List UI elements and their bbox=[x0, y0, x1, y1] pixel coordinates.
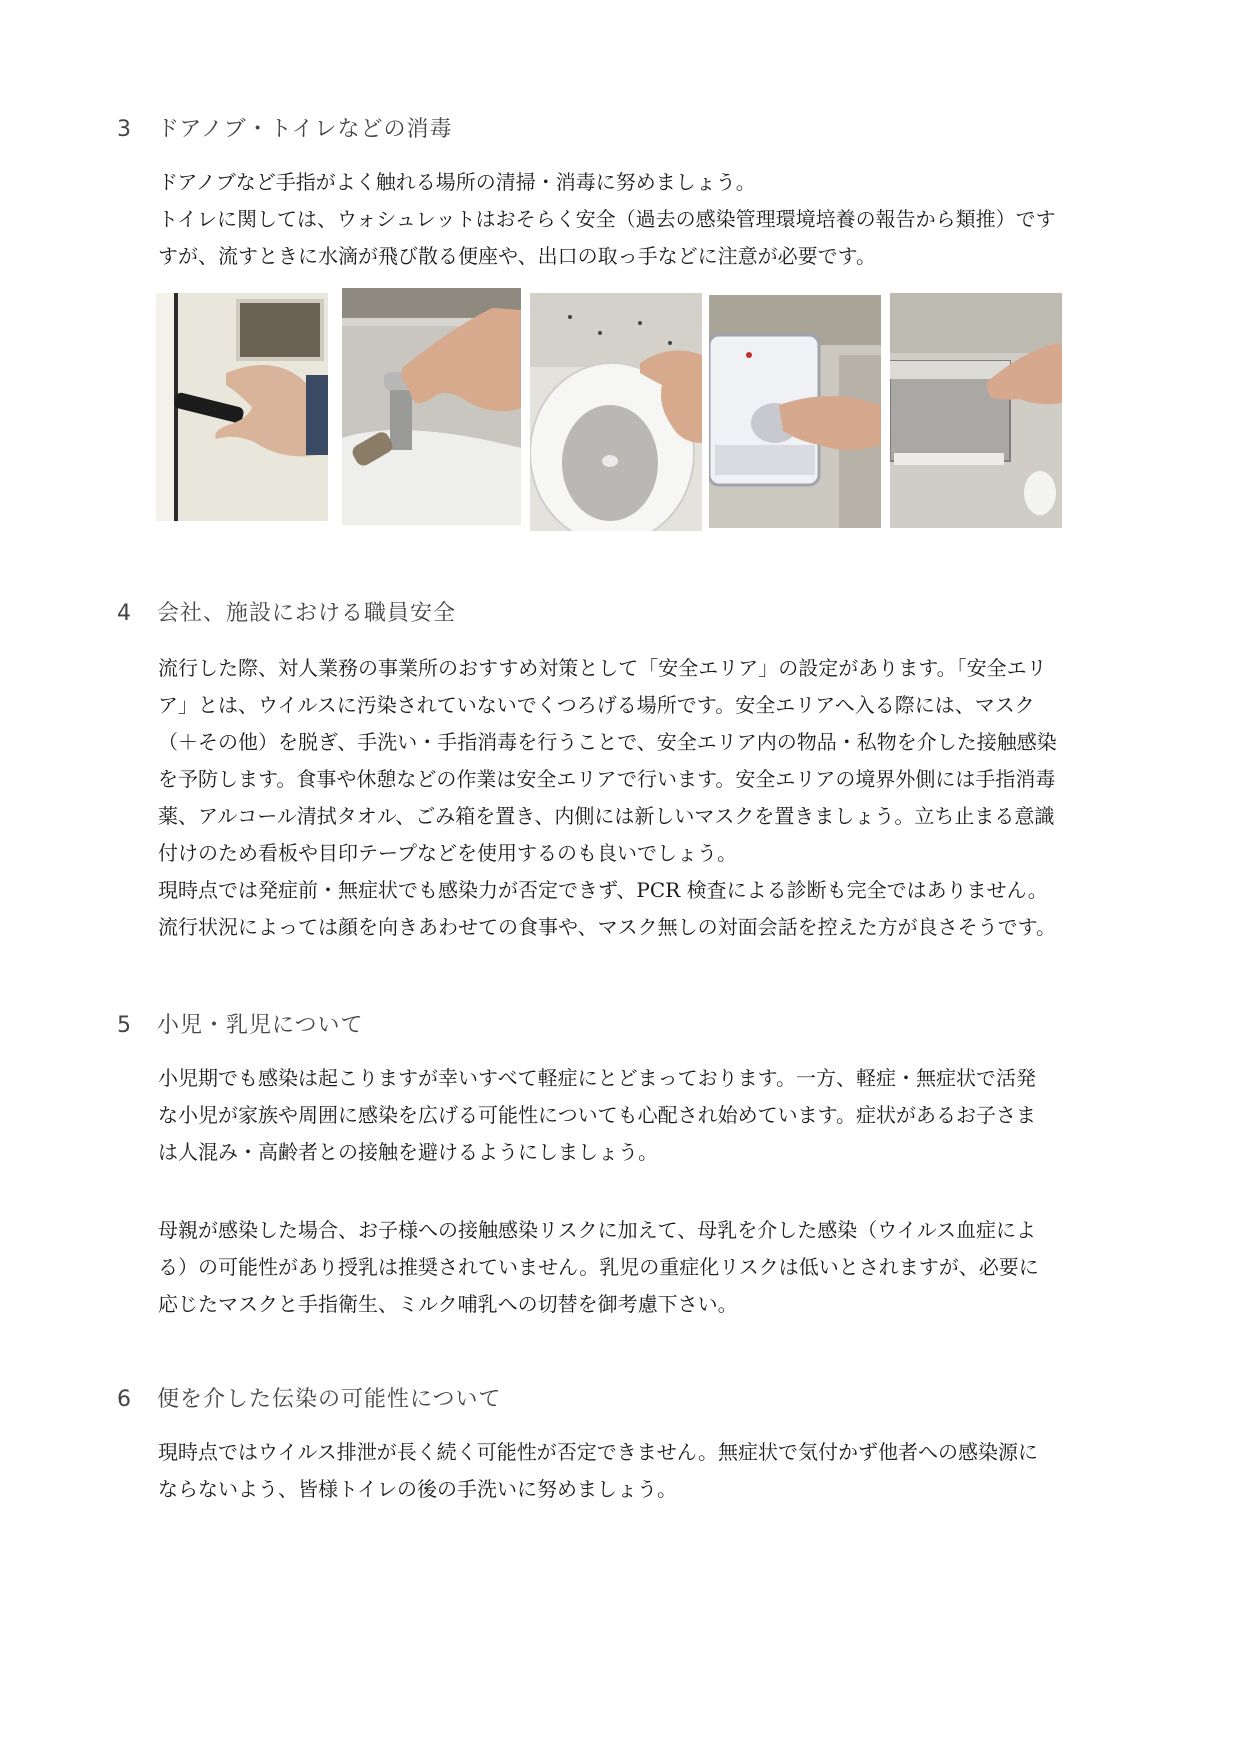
section-number: 3 bbox=[117, 117, 132, 142]
paragraph-line: ドアノブなど手指がよく触れる場所の清掃・消毒に努めましょう。 bbox=[158, 170, 756, 194]
paragraph-line: 母親が感染した場合、お子様への接触感染リスクに加えて、母乳を介した感染（ウイルス血症によ bbox=[158, 1218, 1036, 1242]
section-5-body-2 bbox=[158, 1212, 1128, 1323]
paragraph-line: を予防します。食事や休憩などの作業は安全エリアで行います。安全エリアの境界外側には手指消毒 bbox=[158, 767, 1056, 791]
paragraph-line: な小児が家族や周囲に感染を広げる可能性についても心配され始めています。症状があるお子さま bbox=[158, 1103, 1036, 1127]
section-6-heading bbox=[117, 1382, 502, 1413]
section-4-heading bbox=[117, 596, 456, 627]
paragraph-line: すが、流すときに水滴が飛び散る便座や、出口の取っ手などに注意が必要です。 bbox=[158, 244, 876, 268]
paragraph-line: 付けのため看板や目印テープなどを使用するのも良いでしょう。 bbox=[158, 841, 737, 865]
paragraph-line: トイレに関しては、ウォシュレットはおそらく安全（過去の感染管理環境培養の報告から類推）です bbox=[158, 207, 1056, 231]
faucet-photo bbox=[342, 288, 521, 525]
disinfection-photos bbox=[156, 293, 1076, 533]
paragraph-line: 流行した際、対人業務の事業所のおすすめ対策として「安全エリア」の設定があります。「安全エリ bbox=[158, 656, 1047, 680]
paragraph-line: （＋その他）を脱ぎ、手洗い・手指消毒を行うことで、安全エリア内の物品・私物を介した接触感染 bbox=[158, 730, 1057, 754]
washlet-button-photo bbox=[709, 295, 881, 528]
section-5-body bbox=[158, 1060, 1128, 1171]
section-6-body bbox=[158, 1434, 1128, 1508]
section-title: 便を介した伝染の可能性について bbox=[157, 1387, 502, 1412]
section-4-body bbox=[158, 650, 1128, 946]
door-handle-photo bbox=[156, 293, 328, 521]
paragraph-line: ならないよう、皆様トイレの後の手洗いに努めましょう。 bbox=[158, 1477, 677, 1501]
section-3-heading bbox=[117, 112, 452, 143]
toilet-seat-photo bbox=[530, 293, 702, 531]
paragraph-line: ア」とは、ウイルスに汚染されていないでくつろげる場所です。安全エリアへ入る際には、マスク bbox=[158, 693, 1035, 717]
paragraph-line: 現時点ではウイルス排泄が長く続く可能性が否定できません。無症状で気付かず他者への感染源に bbox=[158, 1440, 1038, 1464]
paragraph-line: 薬、アルコール清拭タオル、ごみ箱を置き、内側には新しいマスクを置きましょう。立ち止まる意識 bbox=[158, 804, 1055, 828]
section-number: 6 bbox=[117, 1387, 132, 1412]
paragraph-line: は人混み・高齢者との接触を避けるようにしましょう。 bbox=[158, 1140, 658, 1164]
paragraph-line: る）の可能性があり授乳は推奨されていません。乳児の重症化リスクは低いとされますが、必要に bbox=[158, 1255, 1039, 1279]
section-number: 5 bbox=[117, 1013, 132, 1038]
section-5-heading bbox=[117, 1008, 364, 1039]
paragraph-line: 流行状況によっては顔を向きあわせての食事や、マスク無しの対面会話を控えた方が良さそうです。 bbox=[158, 915, 1056, 939]
section-3-body bbox=[158, 164, 1128, 275]
section-title: 会社、施設における職員安全 bbox=[157, 601, 457, 626]
paper-holder-photo bbox=[890, 293, 1062, 528]
section-title: ドアノブ・トイレなどの消毒 bbox=[157, 117, 453, 142]
paragraph-line: 小児期でも感染は起こりますが幸いすべて軽症にとどまっております。一方、軽症・無症状で活発 bbox=[158, 1066, 1036, 1090]
section-title: 小児・乳児について bbox=[157, 1013, 364, 1038]
paragraph-line: 現時点では発症前・無症状でも感染力が否定できず、PCR 検査による診断も完全ではありません。 bbox=[158, 878, 1048, 902]
paragraph-line: 応じたマスクと手指衛生、ミルク哺乳への切替を御考慮下さい。 bbox=[158, 1292, 738, 1316]
section-number: 4 bbox=[117, 601, 132, 626]
